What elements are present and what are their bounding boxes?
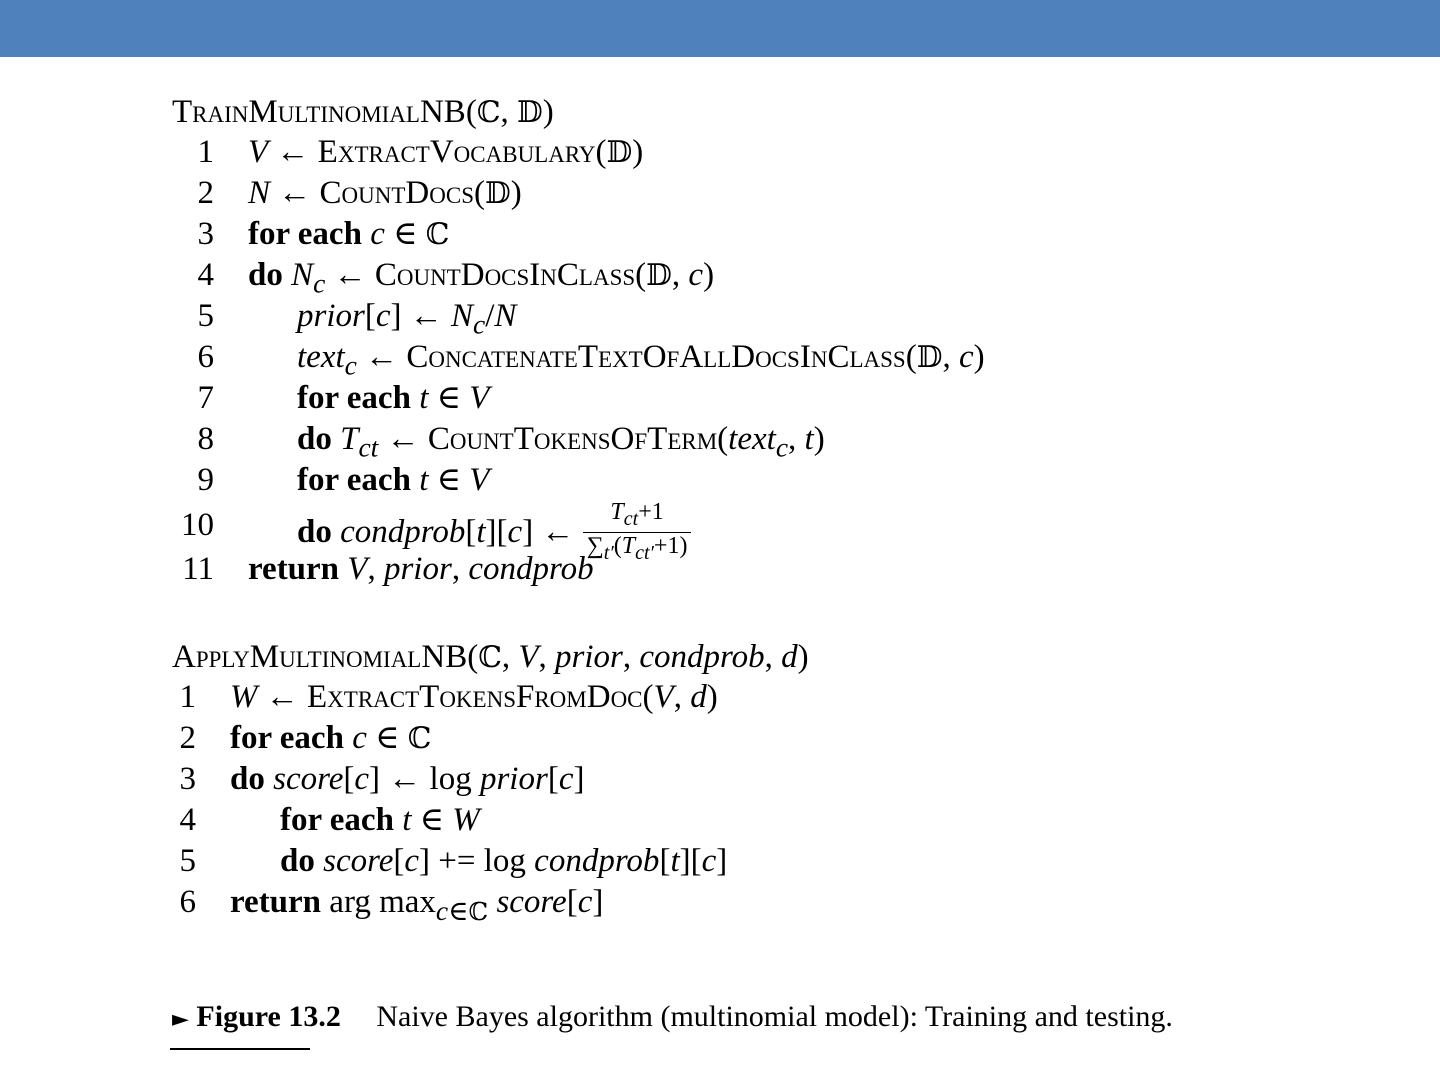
train-line-3: 3 for each c ∈ ℂ [197, 216, 450, 252]
condprob-fraction: $\frac{T_{ct}+1}{\sum_{t'}(T_{ct'}+1)}$ [583, 499, 692, 566]
apply-procedure-title: ApplyMultinomialNB(ℂ, V, prior, condprob, d) [172, 639, 809, 675]
apply-line-6: 6 return arg $\max_{c\in ℂ}$ score[c] [179, 884, 604, 926]
apply-line-4: 4 for each t ∈ W [179, 802, 480, 838]
footnote-rule [170, 1048, 310, 1050]
caption-label: Figure 13.2 [196, 1000, 341, 1033]
apply-line-5: 5 do score[c] += log condprob[t][c] [179, 843, 728, 879]
apply-line-3: 3 do score[c] ← log prior[c] [179, 761, 585, 797]
apply-algorithm [172, 637, 809, 926]
apply-line-2: 2 for each c ∈ ℂ [179, 720, 432, 756]
header-bar [0, 0, 1440, 57]
train-line-11: 11 return V, prior, condprob [182, 551, 594, 587]
train-line-8: 8 do $T_{ct}$ ← CountTokensOfTerm(text$_c$, t) [197, 421, 825, 463]
caption-text: Naive Bayes algorithm (multinomial model): Training and testing. [376, 1000, 1173, 1033]
train-line-9: 9 for each t ∈ V [197, 462, 490, 498]
train-line-4: 4 do $N_c$ ← CountDocsInClass(𝔻, c) [197, 257, 715, 299]
train-line-1: 1 V ← ExtractVocabulary(𝔻) [197, 134, 644, 170]
train-line-6: 6 text$_c$ ← ConcatenateTextOfAllDocsInClass(𝔻, c) [197, 339, 985, 381]
train-line-10: 10 do condprob[t][c] ← $\frac{T_{ct}+1}{\sum_{t'}(T_{ct'}+1)}$ [172, 501, 554, 549]
caption-marker: ► [172, 1007, 189, 1032]
train-line-5: 5 prior[c] ← $N_c/N$ [197, 298, 517, 340]
apply-line-1: 1 W ← ExtractTokensFromDoc(V, d) [179, 679, 718, 715]
train-algorithm [172, 92, 985, 590]
train-line-7: 7 for each t ∈ V [197, 380, 490, 416]
figure-caption [172, 1000, 1173, 1034]
train-line-2: 2 N ← CountDocs(𝔻) [197, 175, 522, 211]
train-procedure-title: TrainMultinomialNB(ℂ, 𝔻) [172, 94, 554, 130]
